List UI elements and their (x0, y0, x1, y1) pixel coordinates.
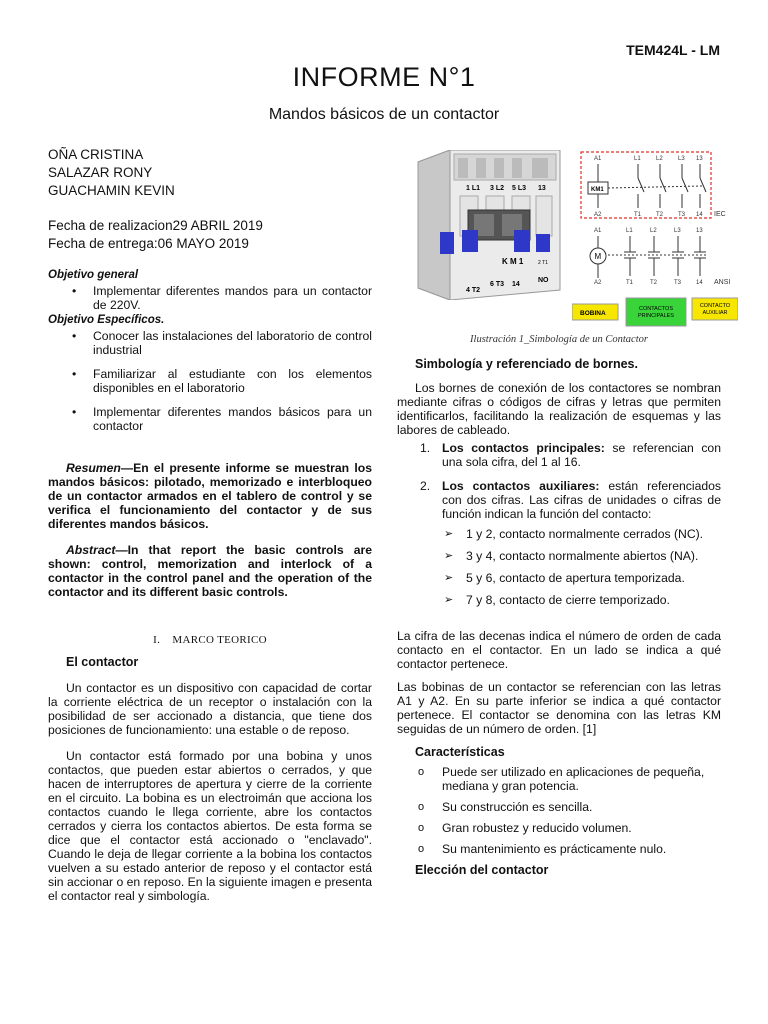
figure-caption: Ilustración 1_Simbología de un Contactor (470, 334, 648, 345)
list-item: o Su mantenimiento es prácticamente nulo. (442, 842, 721, 856)
iec-term-label: 14 (696, 212, 703, 218)
caracteristicas-list (397, 765, 721, 856)
objetivo-general-list (48, 284, 372, 312)
photo-label: 5 L3 (512, 185, 527, 192)
dates (48, 217, 263, 253)
list-item: ➢ 3 y 4, contacto normalmente abiertos (NA). (466, 549, 721, 563)
resumen-label: Resumen (66, 461, 121, 475)
list-item: 1. Los contactos principales: se referencian con una sola cifra, del 1 al 16. (420, 441, 721, 469)
photo-label: 1 L1 (466, 185, 481, 192)
el-contactor-heading: El contactor (66, 655, 139, 669)
ansi-term-label: T3 (674, 280, 682, 286)
photo-label: 3 L2 (490, 185, 505, 192)
list-item: o Gran robustez y reducido volumen. (442, 821, 721, 835)
iec-term-label: L1 (634, 156, 641, 162)
coil-label: KM1 (591, 187, 604, 193)
list-item: • Familiarizar al estudiante con los elementos disponibles en el laboratorio (93, 367, 372, 395)
list-item: ➢ 1 y 2, contacto normalmente cerrados (NC). (466, 527, 721, 541)
iec-term-label: T1 (634, 212, 642, 218)
iec-term-label: A2 (594, 212, 602, 218)
iec-term-label: T3 (678, 212, 686, 218)
simbologia-p2: La cifra de las decenas indica el número de orden de cada contacto en el contactor. En un lado se indica a qué contactor pertenece. (397, 629, 721, 671)
abstract-text: —In that report the basic controls are shown: control, memorization and interlock of a contactor in the control panel and the operation of the contactor and its different basic controls. (48, 543, 372, 599)
list-item: 2. Los contactos auxiliares: están referenciados con dos cifras. Las cifras de unidades o cifras de función indican la función del contacto: ➢ 1 y 2, contacto normalmente cerrados (NC). ➢ 3 y 4, contacto normalmente abiertos (NA). ➢ 5 y 6, contacto de apertura temporizada. ➢ 7 y 8, contacto de cierre temporizado. (442, 479, 721, 607)
resumen (48, 461, 372, 531)
abstract-label: Abstract (66, 543, 116, 557)
date-realizacion: Fecha de realizacion29 ABRIL 2019 (48, 218, 263, 233)
iec-term-label: 13 (696, 156, 703, 162)
contactor-photo (410, 150, 562, 300)
photo-label: NO (538, 277, 549, 284)
ansi-term-label: L2 (650, 228, 657, 234)
ansi-term-label: L1 (626, 228, 633, 234)
contact-blue-indicator (440, 232, 454, 254)
photo-label: 14 (512, 281, 520, 288)
list-item: o Su construcción es sencilla. (442, 800, 721, 814)
ansi-term-label: 14 (696, 280, 703, 286)
contactor-symbology-diagram (572, 148, 738, 332)
photo-label: 6 T3 (490, 281, 505, 288)
simbologia-p3: Las bobinas de un contactor se referencian con las letras A1 y A2. En su parte inferior se indica a qué contactor pertenece. El contactor se denomina con las letras KM seguidas de un número de orden. [1] (397, 680, 721, 736)
resumen-text: —En el presente informe se muestran los mandos básicos: pilotado, memorizado e interbloqueo de un contactor armados en el tablero de control y se verifica el funcionamiento del contactor y de sus diferentes mandos básicos. (48, 461, 372, 531)
caracteristicas-heading: Características (415, 745, 505, 759)
right-column (397, 357, 721, 889)
photo-label: 2 T1 (538, 260, 548, 266)
el-contactor-p2: Un contactor está formado por una bobina y unos contactos, que pueden estar abiertos o cerrados, y que hacen de interruptores de apertura y cierre de la corriente en el circuito. La bobina es un electroimán que acciona los contactos cuando le llega corriente, abre los contactos cerrados y cierra los contactos abiertos. De esta forma se dice que el contactor está accionado o "enclavado". Cuando le deja de llegar corriente a la bobina los contactos vuelven a su estado anterior de reposo y el contactor está sin accionar o en reposo. En la siguiente imagen e presenta el contactor real y simbología. (48, 749, 372, 903)
objetivo-especificos-list (48, 329, 372, 433)
list-item: • Conocer las instalaciones del laboratorio de control industrial (93, 329, 372, 357)
ansi-term-label: L3 (674, 228, 681, 234)
contact-blue-indicator (462, 230, 478, 252)
list-item: ➢ 5 y 6, contacto de apertura temporizada. (466, 571, 721, 585)
ansi-label: ANSI (714, 279, 731, 286)
author: SALAZAR RONY (48, 165, 153, 180)
iec-term-label: L3 (678, 156, 685, 162)
list-item: ➢ 7 y 8, contacto de cierre temporizado. (466, 593, 721, 607)
left-column (48, 268, 372, 903)
el-contactor-p1: Un contactor es un dispositivo con capacidad de cortar la corriente eléctrica de un receptor o instalación con la posibilidad de ser accionado a distancia, que tiene dos posiciones de funcionamiento: una estable o de reposo. (48, 681, 372, 737)
section-title: MARCO TEORICO (172, 634, 267, 646)
iec-label: IEC (714, 211, 726, 218)
iec-term-label: L2 (656, 156, 663, 162)
iec-term-label: A1 (594, 156, 602, 162)
abstract (48, 543, 372, 599)
contact-blue-indicator (536, 234, 550, 252)
legend-bobina-label: BOBINA (580, 310, 606, 317)
legend-principales-label: CONTACTOS PRINCIPALES (638, 306, 674, 319)
motor-label: M (594, 252, 602, 261)
legend-auxiliar (692, 298, 738, 320)
funcion-list (422, 527, 721, 607)
objetivo-general-heading: Objetivo general (48, 269, 139, 281)
list-item: • Implementar diferentes mandos básicos para un contactor (93, 405, 372, 433)
section-numeral: I. (153, 634, 161, 646)
photo-label: K M 1 (502, 257, 524, 266)
photo-label: 4 T2 (466, 287, 481, 294)
ansi-term-label: 13 (696, 228, 703, 234)
author-list (48, 146, 175, 200)
section-heading (48, 633, 372, 647)
list-item: • Implementar diferentes mandos para un contactor de 220V. (93, 284, 372, 312)
bornes-list (397, 441, 721, 607)
eleccion-heading: Elección del contactor (415, 863, 549, 877)
author: GUACHAMIN KEVIN (48, 183, 175, 198)
date-entrega: Fecha de entrega:06 MAYO 2019 (48, 236, 249, 251)
contact-blue-indicator (514, 230, 530, 252)
legend-principales (626, 298, 686, 326)
iec-term-label: T2 (656, 212, 664, 218)
ansi-term-label: T1 (626, 280, 634, 286)
photo-label: 13 (538, 185, 546, 192)
list-item: o Puede ser utilizado en aplicaciones de pequeña, mediana y gran potencia. (442, 765, 721, 793)
course-code: TEM424L - LM (626, 42, 720, 58)
author: OÑA CRISTINA (48, 147, 144, 162)
ansi-term-label: A1 (594, 228, 602, 234)
simbologia-p1: Los bornes de conexión de los contactores se nombran mediante cifras o códigos de cifras y letras que permiten identificarlos, facilitando la realización de esquemas y las labores de cableado. (397, 381, 721, 437)
page-title: INFORME N°1 (292, 62, 476, 92)
objetivo-especificos-heading: Objetivo Específicos. (48, 314, 165, 326)
legend-auxiliar-label: CONTACTO AUXILIAR (699, 303, 731, 316)
ansi-term-label: A2 (594, 280, 602, 286)
simbologia-heading: Simbología y referenciado de bornes. (415, 357, 638, 371)
ansi-term-label: T2 (650, 280, 658, 286)
page-subtitle: Mandos básicos de un contactor (268, 106, 500, 123)
